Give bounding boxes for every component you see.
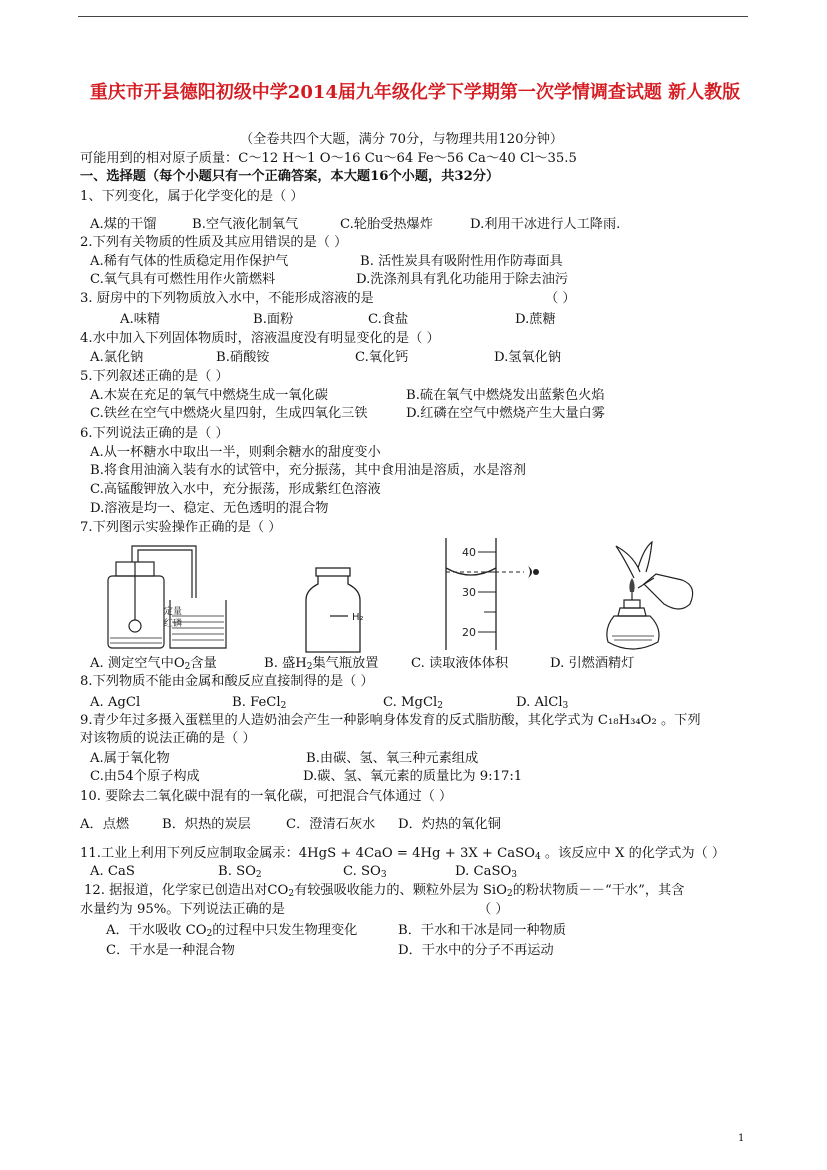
q6-option-c: C.高锰酸钾放入水中，充分振荡，形成紫红色溶液 (90, 482, 381, 497)
q5-option-c: C.铁丝在空气中燃烧火星四射，生成四氧化三铁 (90, 406, 368, 421)
question-9-stem-cont: 对该物质的说法正确的是（ ） (80, 731, 256, 746)
q9-option-a: A.属于氧化物 (90, 751, 170, 766)
q2-option-d: D.洗涤剂具有乳化功能用于除去油污 (356, 272, 569, 287)
q1-option-c: C.轮胎受热爆炸 (340, 217, 433, 232)
q11-option-c: C. $SO_3$ (343, 864, 387, 880)
q3-option-a: A.味精 (120, 312, 161, 327)
cylinder-tick-20: 20 (462, 626, 476, 639)
question-1-stem: 1、下列变化，属于化学变化的是（ ） (80, 189, 304, 204)
q6-option-b: B.将食用油滴入装有水的试管中，充分振荡，其中食用油是溶质，水是溶剂 (90, 463, 526, 478)
q9-option-d: D.碳、氢、氧元素的质量比为 9:17:1 (303, 769, 523, 784)
q1-option-d: D.利用干冰进行人工降雨. (470, 217, 621, 232)
q11-option-d: D. CaSO$_3$ (455, 864, 518, 880)
q7-option-b: B. 盛$H_2$集气瓶放置 (264, 656, 379, 672)
section-heading: 一、选择题（每个小题只有一个正确答案，本大题16个小题，共32分） (80, 169, 500, 184)
cylinder-tick-30: 30 (462, 586, 476, 599)
q5-option-b: B.硫在氧气中燃烧发出蓝紫色火焰 (406, 388, 605, 403)
q7-option-a: A. 测定空气中$O_2$含量 (90, 656, 217, 672)
question-5-stem: 5.下列叙述正确的是（ ） (80, 369, 229, 384)
q12-option-b: B．干水和干冰是同一种物质 (398, 923, 566, 938)
question-4-stem: 4.水中加入下列固体物质时，溶液温度没有明显变化的是（ ） (80, 331, 440, 346)
q12-option-a: A．干水吸收 $CO_2$的过程中只发生物理变化 (106, 923, 358, 939)
eye-icon (528, 566, 532, 578)
exam-info: （全卷共四个大题，满分 70分，与物理共用120分钟） (240, 132, 564, 147)
q7-option-d: D. 引燃酒精灯 (550, 656, 635, 671)
q3-answer-paren: （ ） (545, 291, 576, 306)
q3-option-b: B.面粉 (253, 312, 294, 327)
question-12-stem-cont: 水量约为 95%。下列说法正确的是 (80, 902, 285, 917)
q1-option-b: B.空气液化制氧气 (192, 217, 299, 232)
atomic-masses: 可能用到的相对原子质量：C～12 H～1 O～16 Cu～64 Fe～56 Ca～40 Cl～35.5 (80, 151, 577, 166)
question-10-stem: 10. 要除去二氧化碳中混有的一氧化碳，可把混合气体通过（ ） (80, 789, 453, 804)
question-11-stem: 11.工业上利用下列反应制取金属汞：4HgS + 4CaO = 4Hg + 3X + CaSO$_4$ 。该反应中 X 的化学式为（ ） (80, 846, 726, 862)
question-8-stem: 8.下列物质不能由金属和酸反应直接制得的是（ ） (80, 674, 374, 689)
q12-answer-paren: （ ） (478, 902, 509, 917)
q10-option-a: A．点燃 (80, 817, 130, 832)
q8-option-c: C. MgCl$_2$ (383, 695, 443, 711)
figure-gas-jar (296, 538, 391, 656)
question-9-stem: 9.青少年过多摄入蛋糕里的人造奶油会产生一种影响身体发育的反式脂肪酸，其化学式为 C₁₈H₃₄O₂ 。下列 (80, 713, 701, 728)
q5-option-a: A.木炭在充足的氧气中燃烧生成一氧化碳 (90, 388, 328, 403)
q10-option-c: C．澄清石灰水 (286, 817, 376, 832)
header-rule (78, 16, 748, 17)
q10-option-b: B．炽热的炭层 (162, 817, 251, 832)
q10-option-d: D．灼热的氧化铜 (398, 817, 501, 832)
apparatus-label-1: 定量 (164, 607, 183, 617)
q7-option-c: C. 读取液体体积 (411, 656, 509, 671)
q9-option-c: C.由54个原子构成 (90, 769, 200, 784)
q2-option-c: C.氧气具有可燃性用作火箭燃料 (90, 272, 276, 287)
q4-option-d: D.氢氧化钠 (494, 350, 562, 365)
q9-option-b: B.由碳、氢、氧三种元素组成 (306, 751, 479, 766)
page-number: 1 (738, 1133, 745, 1144)
q6-option-d: D.溶液是均一、稳定、无色透明的混合物 (90, 501, 329, 516)
q5-option-d: D.红磷在空气中燃烧产生大量白雾 (406, 406, 605, 421)
question-6-stem: 6.下列说法正确的是（ ） (80, 426, 229, 441)
q4-option-a: A.氯化钠 (90, 350, 144, 365)
q8-option-b: B. FeCl$_2$ (232, 695, 287, 711)
q11-option-a: A. CaS (90, 864, 135, 879)
q8-option-a: A. AgCl (90, 695, 141, 710)
q8-option-d: D. AlCl$_3$ (516, 695, 569, 711)
figure-graduated-cylinder (432, 538, 547, 656)
q4-option-b: B.硝酸铵 (216, 350, 270, 365)
page-title: 重庆市开县德阳初级中学2014届九年级化学下学期第一次学情调查试题 新人教版 (89, 82, 741, 103)
q3-option-d: D.蔗糖 (515, 312, 556, 327)
q3-option-c: C.食盐 (368, 312, 409, 327)
q12-option-d: D．干水中的分子不再运动 (398, 943, 554, 958)
q11-option-b: B. $SO_2$ (218, 864, 262, 880)
figure-alcohol-lamps (594, 538, 704, 656)
question-3-stem: 3. 厨房中的下列物质放入水中，不能形成溶液的是 (80, 291, 374, 306)
q1-option-a: A.煤的干馏 (90, 217, 157, 232)
q6-option-a: A.从一杯糖水中取出一半，则剩余糖水的甜度变小 (90, 445, 381, 460)
figure-oxygen-apparatus (104, 538, 229, 656)
flame-icon (629, 578, 634, 592)
cylinder-tick-40: 40 (462, 546, 476, 559)
q2-option-a: A.稀有气体的性质稳定用作保护气 (90, 254, 289, 269)
q2-option-b: B. 活性炭具有吸附性用作防毒面具 (360, 254, 563, 269)
question-2-stem: 2.下列有关物质的性质及其应用错误的是（ ） (80, 235, 348, 250)
question-12-stem: 12. 据报道，化学家已创造出对$CO_2$有较强吸收能力的、颗粒外层为 SiO$_2$的粉状物质－－“干水”，其含 (84, 883, 685, 899)
apparatus-label-2: 红磷 (164, 619, 183, 629)
q4-option-c: C.氧化钙 (355, 350, 409, 365)
q12-option-c: C．干水是一种混合物 (106, 943, 235, 958)
question-7-stem: 7.下列图示实验操作正确的是（ ） (80, 520, 282, 535)
gas-label: H₂ (352, 612, 364, 623)
